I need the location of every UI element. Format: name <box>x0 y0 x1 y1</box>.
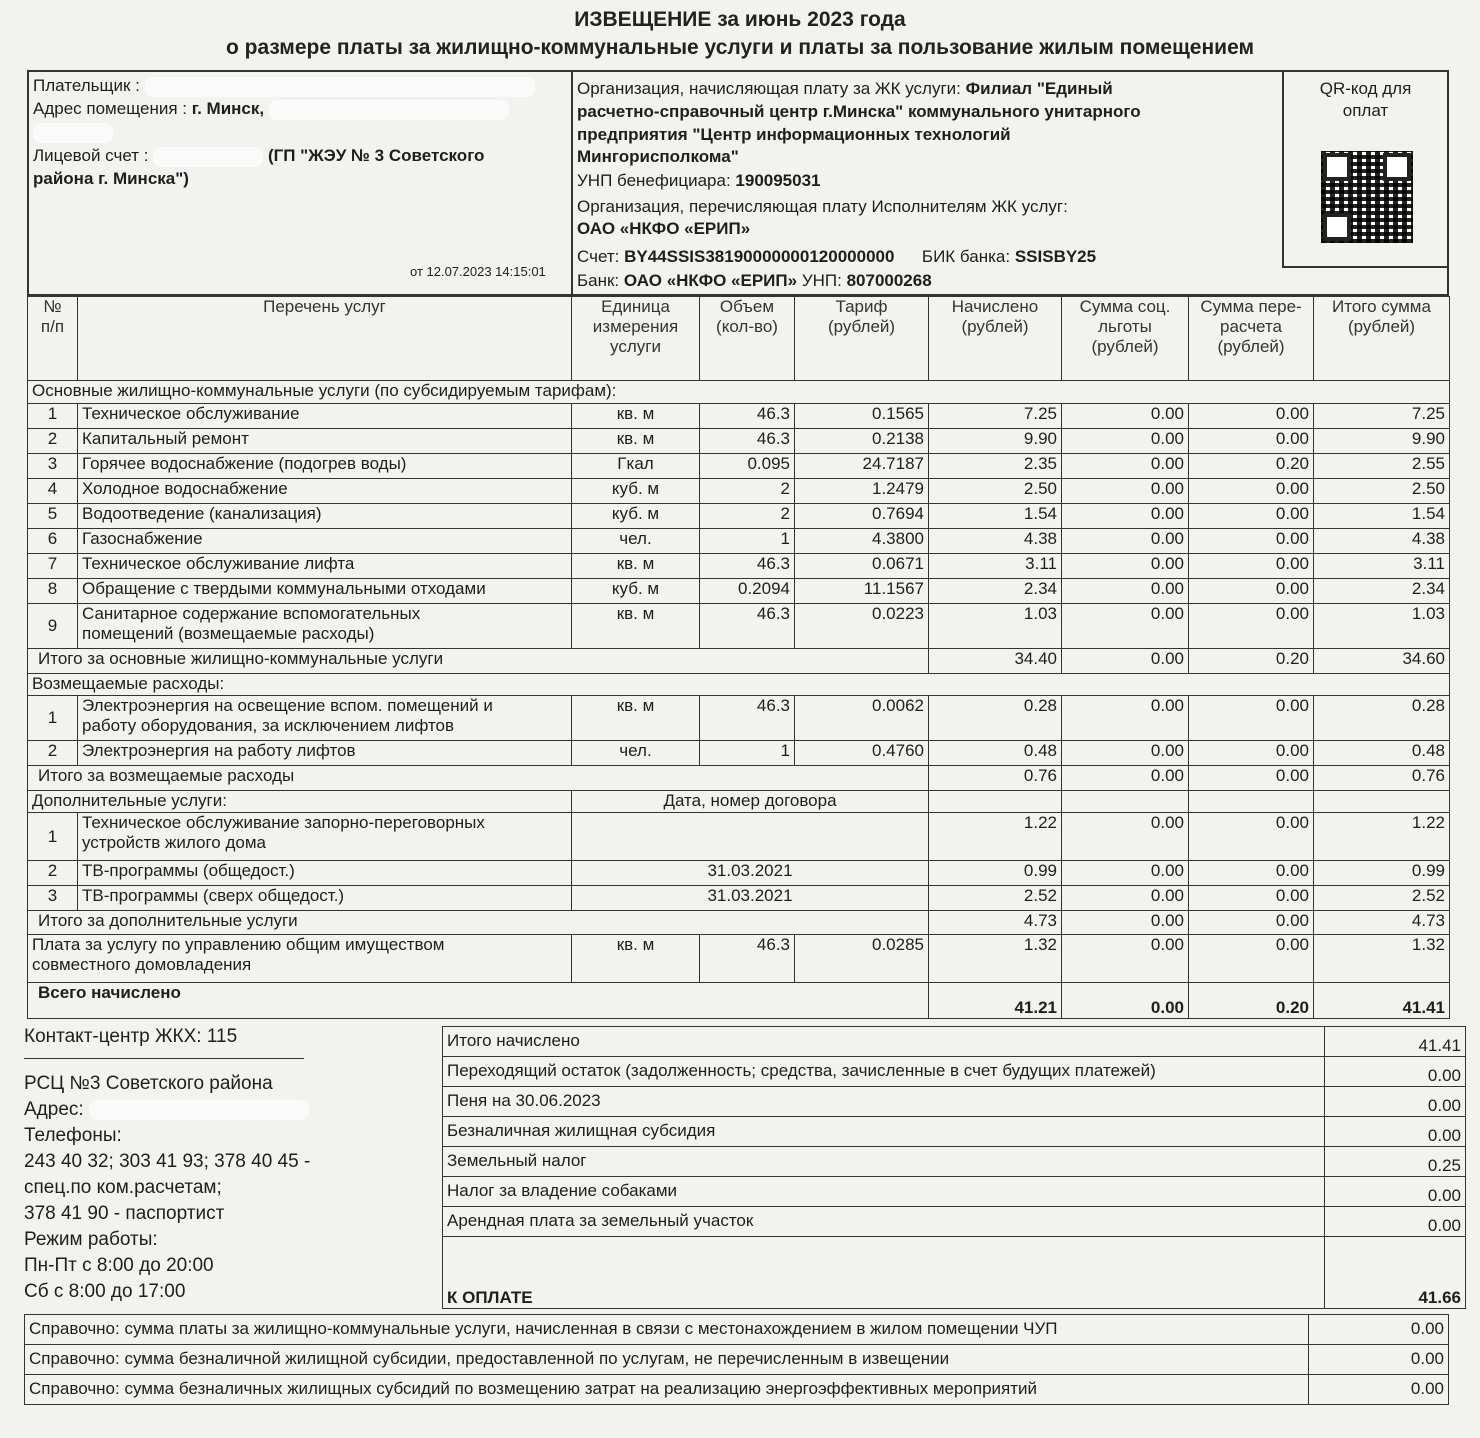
cell-total: 4.38 <box>1314 529 1450 554</box>
cell-unit: кв. м <box>572 404 700 429</box>
table-row: 2 ТВ-программы (общедост.) 31.03.2021 0.99 0.00 0.00 0.99 <box>28 861 1450 886</box>
cell-recalc: 0.00 <box>1189 554 1314 579</box>
cell-total: 2.50 <box>1314 479 1450 504</box>
section-extra: Дополнительные услуги: <box>28 791 572 813</box>
cell-n: 7 <box>28 554 78 579</box>
summary-value: 0.00 <box>1325 1087 1466 1117</box>
contract-header: Дата, номер договора <box>572 791 929 813</box>
table-row <box>28 529 1450 554</box>
table-row <box>28 454 1450 479</box>
summary-label: Безналичная жилищная субсидия <box>443 1117 1325 1147</box>
cell-charged: 2.34 <box>929 579 1062 604</box>
cell-unit: кв. м <box>572 554 700 579</box>
cell-tariff: 0.1565 <box>795 404 929 429</box>
cell-total: 7.25 <box>1314 404 1450 429</box>
cell-n: 2 <box>28 429 78 454</box>
transfer-org-label: Организация, перечисляющая плату Исполнителям ЖК услуг: <box>577 197 1068 216</box>
grand-total-row: Всего начислено 41.21 0.00 0.20 41.41 <box>28 983 1450 1019</box>
col-benefit: Сумма соц. льготы (рублей) <box>1062 297 1189 381</box>
cell-benefit: 0.00 <box>1062 554 1189 579</box>
rsc-address: Адрес: <box>24 1097 442 1123</box>
cell-vol: 2 <box>700 479 795 504</box>
bank-account: Счет: BY44SSIS38190000000120000000 БИК банка: SSISBY25 <box>577 247 1097 266</box>
cell-benefit: 0.00 <box>1062 504 1189 529</box>
section-main: Основные жилищно-коммунальные услуги (по субсидируемым тарифам): <box>28 381 1450 404</box>
redacted-rsc-address <box>89 1100 309 1120</box>
summary-row <box>443 1087 1466 1117</box>
beneficiary-unp: УНП бенефициара: 190095031 <box>577 171 821 190</box>
cell-name: Капитальный ремонт <box>78 429 572 454</box>
org-line-1: Организация, начисляющая плату за ЖК услуги: Филиал "Единый <box>577 79 1113 98</box>
total-reimb: Итого за возмещаемые расходы 0.76 0.00 0.00 0.76 <box>28 766 1450 791</box>
cell-benefit: 0.00 <box>1062 579 1189 604</box>
reference-value: 0.00 <box>1309 1375 1449 1405</box>
cell-tariff: 0.2138 <box>795 429 929 454</box>
phones-line-2: спец.по ком.расчетам; <box>24 1177 222 1198</box>
summary-row <box>443 1207 1466 1237</box>
management-fee-row: Плата за услугу по управлению общим имуществом совместного домовладения кв. м 46.3 0.0285 1.32 0.00 0.00 1.32 <box>28 935 1450 983</box>
cell-unit: куб. м <box>572 479 700 504</box>
cell-n: 6 <box>28 529 78 554</box>
cell-n: 5 <box>28 504 78 529</box>
cell-name: Техническое обслуживание лифта <box>78 554 572 579</box>
summary-value: 0.00 <box>1325 1177 1466 1207</box>
cell-n: 3 <box>28 454 78 479</box>
summary-row <box>443 1147 1466 1177</box>
cell-unit: кв. м <box>572 429 700 454</box>
section-reimb: Возмещаемые расходы: <box>28 674 1450 696</box>
summary-row <box>443 1057 1466 1087</box>
cell-benefit: 0.00 <box>1062 529 1189 554</box>
table-row: 2 Электроэнергия на работу лифтов чел. 1 0.4760 0.48 0.00 0.00 0.48 <box>28 741 1450 766</box>
cell-charged: 4.38 <box>929 529 1062 554</box>
cell-n: 8 <box>28 579 78 604</box>
account-org: района г. Минска") <box>33 169 189 188</box>
table-row <box>28 504 1450 529</box>
hours-saturday: Сб с 8:00 до 17:00 <box>24 1281 186 1302</box>
table-row: 9 Санитарное содержание вспомогательных помещений (возмещаемые расходы) кв. м 46.3 0.0223 1.03 0.00 0.00 1.03 <box>28 604 1450 649</box>
org-line-2: расчетно-справочный центр г.Минска" коммунального унитарного <box>577 102 1141 121</box>
total-extra: Итого за дополнительные услуги 4.73 0.00 0.00 4.73 <box>28 911 1450 935</box>
cell-name: Горячее водоснабжение (подогрев воды) <box>78 454 572 479</box>
reference-table <box>24 1314 1449 1405</box>
address-line: Адрес помещения : г. Минск, <box>33 98 509 120</box>
cell-recalc: 0.20 <box>1189 454 1314 479</box>
reference-row <box>25 1315 1449 1345</box>
summary-label: Арендная плата за земельный участок <box>443 1207 1325 1237</box>
cell-unit: куб. м <box>572 504 700 529</box>
cell-benefit: 0.00 <box>1062 479 1189 504</box>
payer-line: Плательщик : <box>33 75 535 97</box>
redacted-payer <box>145 77 535 97</box>
col-recalc: Сумма пере- расчета (рублей) <box>1189 297 1314 381</box>
reference-label: Справочно: сумма платы за жилищно-коммунальные услуги, начисленная в связи с местонахождением в жилом помещении ЧУП <box>25 1315 1309 1345</box>
summary-label: Итого начислено <box>443 1027 1325 1057</box>
total-main: Итого за основные жилищно-коммунальные услуги 34.40 0.00 0.20 34.60 <box>28 649 1450 674</box>
summary-value: 0.00 <box>1325 1207 1466 1237</box>
table-row: 1 Электроэнергия на освещение вспом. помещений и работу оборудования, за исключением лифтов кв. м 46.3 0.0062 0.28 0.00 0.00 0.28 <box>28 696 1450 741</box>
summary-table <box>442 1026 1466 1309</box>
cell-vol: 46.3 <box>700 404 795 429</box>
phones-line-3: 378 41 90 - паспортист <box>24 1203 225 1224</box>
hours-weekday: Пн-Пт с 8:00 до 20:00 <box>24 1255 214 1276</box>
cell-name: Обращение с твердыми коммунальными отходами <box>78 579 572 604</box>
summary-value: 41.41 <box>1325 1027 1466 1057</box>
summary-value: 0.00 <box>1325 1057 1466 1087</box>
reference-row <box>25 1375 1449 1405</box>
cell-total: 2.34 <box>1314 579 1450 604</box>
cell-vol: 46.3 <box>700 554 795 579</box>
reference-value: 0.00 <box>1309 1315 1449 1345</box>
cell-tariff: 11.1567 <box>795 579 929 604</box>
col-volume: Объем (кол-во) <box>700 297 795 381</box>
contacts-panel <box>24 1024 442 1305</box>
table-row <box>28 479 1450 504</box>
phones-label: Телефоны: <box>24 1125 122 1146</box>
cell-tariff: 0.0671 <box>795 554 929 579</box>
cell-charged: 3.11 <box>929 554 1062 579</box>
cell-total: 3.11 <box>1314 554 1450 579</box>
cell-recalc: 0.00 <box>1189 529 1314 554</box>
redacted-account <box>153 147 263 167</box>
col-service: Перечень услуг <box>78 297 572 381</box>
org-line-3: предприятия "Центр информационных технологий <box>577 125 1011 144</box>
notice-subtitle: о размере платы за жилищно-коммунальные услуги и платы за пользование жилым помещением <box>225 36 1255 59</box>
cell-vol: 46.3 <box>700 429 795 454</box>
table-row <box>28 429 1450 454</box>
summary-label: Налог за владение собаками <box>443 1177 1325 1207</box>
summary-label: Пеня на 30.06.2023 <box>443 1087 1325 1117</box>
cell-n: 4 <box>28 479 78 504</box>
cell-unit: Гкал <box>572 454 700 479</box>
reference-value: 0.00 <box>1309 1345 1449 1375</box>
cell-recalc: 0.00 <box>1189 479 1314 504</box>
summary-row <box>443 1117 1466 1147</box>
org-line-4: Мингорисполкома" <box>577 147 739 166</box>
cell-total: 1.54 <box>1314 504 1450 529</box>
notice-title: ИЗВЕЩЕНИЕ за июнь 2023 года <box>574 8 906 31</box>
services-table <box>27 296 1450 1019</box>
col-unit: Единица измерения услуги <box>572 297 700 381</box>
cell-name: Холодное водоснабжение <box>78 479 572 504</box>
transfer-org-value: ОАО «НКФО «ЕРИП» <box>577 219 751 238</box>
cell-charged: 1.54 <box>929 504 1062 529</box>
summary-value: 0.25 <box>1325 1147 1466 1177</box>
summary-label: Земельный налог <box>443 1147 1325 1177</box>
cell-benefit: 0.00 <box>1062 429 1189 454</box>
account-line: Лицевой счет : (ГП "ЖЭУ № 3 Советского <box>33 146 485 165</box>
cell-tariff: 24.7187 <box>795 454 929 479</box>
cell-charged: 2.35 <box>929 454 1062 479</box>
cell-charged: 9.90 <box>929 429 1062 454</box>
cell-tariff: 1.2479 <box>795 479 929 504</box>
col-total: Итого сумма (рублей) <box>1314 297 1450 381</box>
cell-recalc: 0.00 <box>1189 429 1314 454</box>
cell-n: 1 <box>28 404 78 429</box>
contact-center: Контакт-центр ЖКХ: 115 <box>24 1026 238 1047</box>
col-charged: Начислено (рублей) <box>929 297 1062 381</box>
col-tariff: Тариф (рублей) <box>795 297 929 381</box>
summary-row <box>443 1027 1466 1057</box>
table-row <box>28 579 1450 604</box>
cell-tariff: 0.7694 <box>795 504 929 529</box>
phones-line-1: 243 40 32; 303 41 93; 378 40 45 - <box>24 1151 311 1172</box>
cell-benefit: 0.00 <box>1062 404 1189 429</box>
cell-vol: 0.2094 <box>700 579 795 604</box>
notice-date: от 12.07.2023 14:15:01 <box>410 264 546 279</box>
cell-recalc: 0.00 <box>1189 579 1314 604</box>
cell-name: Газоснабжение <box>78 529 572 554</box>
col-num: № п/п <box>28 297 78 381</box>
cell-name: Водоотведение (канализация) <box>78 504 572 529</box>
rsc-name: РСЦ №3 Советского района <box>24 1073 273 1094</box>
reference-label: Справочно: сумма безналичных жилищных субсидий по возмещению затрат на реализацию энергоэффективных мероприятий <box>25 1375 1309 1405</box>
qr-label-2: оплат <box>1342 101 1389 120</box>
cell-unit: куб. м <box>572 579 700 604</box>
cell-vol: 0.095 <box>700 454 795 479</box>
table-row <box>28 404 1450 429</box>
summary-value: 0.00 <box>1325 1117 1466 1147</box>
cell-total: 9.90 <box>1314 429 1450 454</box>
cell-name: Техническое обслуживание <box>78 404 572 429</box>
cell-benefit: 0.00 <box>1062 454 1189 479</box>
cell-unit: чел. <box>572 529 700 554</box>
table-row: 3 ТВ-программы (сверх общедост.) 31.03.2021 2.52 0.00 0.00 2.52 <box>28 886 1450 911</box>
cell-total: 2.55 <box>1314 454 1450 479</box>
cell-charged: 2.50 <box>929 479 1062 504</box>
qr-code-icon[interactable] <box>1321 151 1413 243</box>
hours-label: Режим работы: <box>24 1229 158 1250</box>
redacted-address <box>269 100 509 120</box>
reference-row <box>25 1345 1449 1375</box>
summary-row <box>443 1177 1466 1207</box>
cell-charged: 7.25 <box>929 404 1062 429</box>
cell-recalc: 0.00 <box>1189 504 1314 529</box>
cell-recalc: 0.00 <box>1189 404 1314 429</box>
table-row: 1 Техническое обслуживание запорно-переговорных устройств жилого дома 1.22 0.00 0.00 1.22 <box>28 813 1450 861</box>
qr-label-1: QR-код для <box>1319 79 1412 98</box>
summary-label: Переходящий остаток (задолженность; средства, зачисленные в счет будущих платежей) <box>443 1057 1325 1087</box>
reference-label: Справочно: сумма безналичной жилищной субсидии, предоставленной по услугам, не перечисленным в извещении <box>25 1345 1309 1375</box>
redacted-address-2 <box>33 123 113 143</box>
to-pay-row: К ОПЛАТЕ 41.66 <box>443 1237 1466 1309</box>
cell-vol: 1 <box>700 529 795 554</box>
bank-name: Банк: ОАО «НКФО «ЕРИП» УНП: 807000268 <box>577 271 932 290</box>
cell-tariff: 4.3800 <box>795 529 929 554</box>
cell-vol: 2 <box>700 504 795 529</box>
table-row <box>28 554 1450 579</box>
